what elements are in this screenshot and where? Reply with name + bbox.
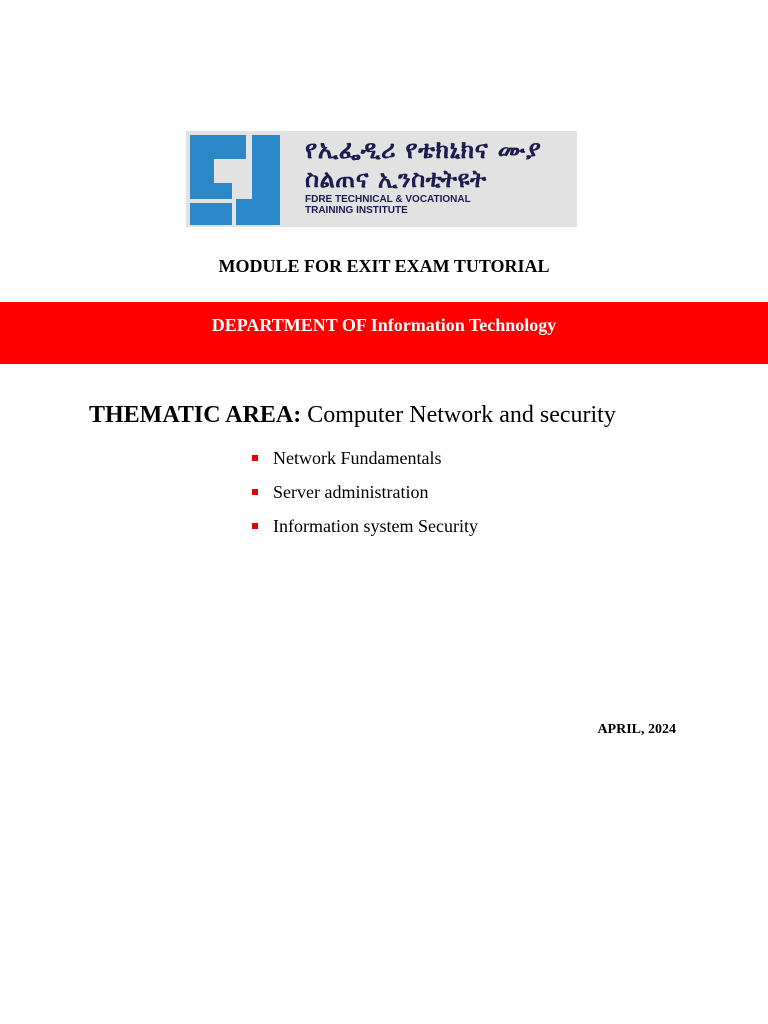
bullet-icon [252,489,258,495]
topic-label: Server administration [273,482,429,502]
thematic-area [89,402,616,429]
publication-date: APRIL, 2024 [597,722,676,737]
list-item [249,480,478,514]
bullet-icon [252,455,258,461]
bullet-icon [252,523,258,529]
list-item [249,446,478,480]
department-banner [0,302,768,364]
thematic-area-label: THEMATIC AREA: [89,402,302,428]
list-item [249,514,478,548]
logo-english-name [305,194,471,216]
institute-logo-mark-icon [188,133,280,225]
topic-label: Information system Security [273,516,478,536]
thematic-area-value: Computer Network and security [307,402,616,428]
topic-label: Network Fundamentals [273,448,442,468]
logo-english-line2: TRAINING INSTITUTE [305,205,408,216]
institute-logo [186,131,577,227]
logo-amharic-line2: ስልጠና ኢንስቲትዩት [305,165,487,193]
department-name: DEPARTMENT OF Information Technology [211,315,557,335]
logo-amharic-line1: የኢፌዲሪ የቴክኒክና ሙያ [305,135,542,164]
topic-list [249,446,478,548]
logo-english-line1: FDRE TECHNICAL & VOCATIONAL [305,194,471,205]
module-title: MODULE FOR EXIT EXAM TUTORIAL [218,256,550,276]
